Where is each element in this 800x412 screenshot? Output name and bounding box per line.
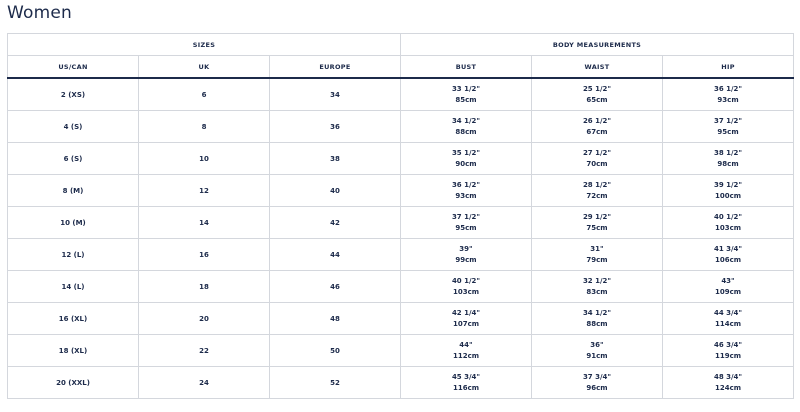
cell-us-can: 4 (S) [8,111,139,143]
cell-europe: 46 [270,271,401,303]
cell-uk: 14 [139,207,270,239]
hip-inches: 46 3/4" [713,340,743,349]
cell-uk: 24 [139,367,270,399]
waist-inches: 27 1/2" [582,148,612,157]
bust-inches: 35 1/2" [451,148,481,157]
cell-hip [663,78,794,111]
cell-europe: 36 [270,111,401,143]
cell-hip [663,271,794,303]
column-header-hip: HIP [663,56,794,79]
hip-inches: 38 1/2" [713,148,743,157]
cell-hip [663,207,794,239]
waist-inches: 26 1/2" [582,116,612,125]
cell-hip [663,335,794,367]
size-chart-table [7,33,794,399]
bust-inches: 34 1/2" [451,116,481,125]
hip-inches: 37 1/2" [713,116,743,125]
cell-us-can: 2 (XS) [8,78,139,111]
cell-waist [532,78,663,111]
bust-centimeters: 116cm [452,383,480,392]
table-row [8,335,794,367]
cell-europe: 42 [270,207,401,239]
table-row [8,367,794,399]
cell-hip [663,239,794,271]
table-row [8,143,794,175]
cell-bust [401,175,532,207]
cell-us-can: 8 (M) [8,175,139,207]
cell-us-can: 10 (M) [8,207,139,239]
cell-us-can: 6 (S) [8,143,139,175]
cell-hip [663,303,794,335]
column-header-row [8,56,794,79]
bust-inches: 37 1/2" [451,212,481,221]
hip-centimeters: 109cm [714,287,742,296]
bust-centimeters: 90cm [455,159,477,168]
cell-us-can: 16 (XL) [8,303,139,335]
waist-inches: 31" [590,244,604,253]
column-header-bust: BUST [401,56,532,79]
waist-inches: 25 1/2" [582,84,612,93]
table-row [8,175,794,207]
cell-hip [663,367,794,399]
waist-centimeters: 75cm [586,223,608,232]
cell-hip [663,175,794,207]
waist-centimeters: 96cm [586,383,608,392]
hip-centimeters: 103cm [714,223,742,232]
waist-centimeters: 79cm [586,255,608,264]
bust-inches: 40 1/2" [451,276,481,285]
cell-europe: 34 [270,78,401,111]
cell-uk: 22 [139,335,270,367]
cell-uk: 8 [139,111,270,143]
table-row [8,111,794,143]
bust-inches: 42 1/4" [451,308,481,317]
cell-bust [401,111,532,143]
waist-inches: 36" [590,340,604,349]
hip-centimeters: 98cm [717,159,739,168]
column-header-uk: UK [139,56,270,79]
waist-inches: 28 1/2" [582,180,612,189]
cell-uk: 20 [139,303,270,335]
hip-inches: 44 3/4" [713,308,743,317]
bust-centimeters: 85cm [455,95,477,104]
table-row [8,239,794,271]
cell-bust [401,207,532,239]
bust-inches: 39" [459,244,473,253]
table-body [8,78,794,399]
hip-inches: 39 1/2" [713,180,743,189]
cell-europe: 50 [270,335,401,367]
waist-centimeters: 67cm [586,127,608,136]
cell-bust [401,303,532,335]
cell-waist [532,207,663,239]
hip-inches: 36 1/2" [713,84,743,93]
bust-inches: 33 1/2" [451,84,481,93]
cell-europe: 52 [270,367,401,399]
column-header-us-can: US/CAN [8,56,139,79]
cell-uk: 12 [139,175,270,207]
cell-us-can: 12 (L) [8,239,139,271]
bust-centimeters: 107cm [452,319,480,328]
bust-inches: 45 3/4" [451,372,481,381]
bust-centimeters: 93cm [455,191,477,200]
waist-inches: 37 3/4" [582,372,612,381]
waist-centimeters: 88cm [586,319,608,328]
cell-waist [532,239,663,271]
waist-centimeters: 70cm [586,159,608,168]
waist-inches: 29 1/2" [582,212,612,221]
column-header-waist: WAIST [532,56,663,79]
cell-bust [401,78,532,111]
cell-waist [532,367,663,399]
bust-centimeters: 103cm [452,287,480,296]
cell-europe: 44 [270,239,401,271]
waist-inches: 32 1/2" [582,276,612,285]
group-header-row [8,34,794,56]
hip-centimeters: 93cm [717,95,739,104]
waist-centimeters: 83cm [586,287,608,296]
cell-europe: 38 [270,143,401,175]
cell-uk: 16 [139,239,270,271]
waist-inches: 34 1/2" [582,308,612,317]
cell-uk: 10 [139,143,270,175]
hip-inches: 48 3/4" [713,372,743,381]
cell-us-can: 20 (XXL) [8,367,139,399]
cell-uk: 18 [139,271,270,303]
cell-hip [663,143,794,175]
cell-bust [401,335,532,367]
table-row [8,271,794,303]
bust-centimeters: 95cm [455,223,477,232]
cell-europe: 40 [270,175,401,207]
cell-us-can: 14 (L) [8,271,139,303]
waist-centimeters: 72cm [586,191,608,200]
bust-centimeters: 99cm [455,255,477,264]
hip-inches: 41 3/4" [713,244,743,253]
table-row [8,207,794,239]
group-header-sizes: SIZES [8,34,401,56]
cell-europe: 48 [270,303,401,335]
cell-bust [401,271,532,303]
hip-inches: 40 1/2" [713,212,743,221]
bust-centimeters: 112cm [452,351,480,360]
cell-waist [532,143,663,175]
hip-centimeters: 124cm [714,383,742,392]
cell-waist [532,271,663,303]
cell-waist [532,111,663,143]
cell-waist [532,335,663,367]
bust-inches: 36 1/2" [451,180,481,189]
cell-bust [401,239,532,271]
hip-inches: 43" [721,276,735,285]
bust-centimeters: 88cm [455,127,477,136]
bust-inches: 44" [459,340,473,349]
hip-centimeters: 100cm [714,191,742,200]
column-header-europe: EUROPE [270,56,401,79]
cell-bust [401,143,532,175]
hip-centimeters: 95cm [717,127,739,136]
table-row [8,78,794,111]
cell-waist [532,175,663,207]
waist-centimeters: 65cm [586,95,608,104]
hip-centimeters: 114cm [714,319,742,328]
hip-centimeters: 119cm [714,351,742,360]
cell-bust [401,367,532,399]
page-title: Women [7,3,73,23]
hip-centimeters: 106cm [714,255,742,264]
table-row [8,303,794,335]
group-header-body-measurements: BODY MEASUREMENTS [401,34,794,56]
cell-us-can: 18 (XL) [8,335,139,367]
cell-uk: 6 [139,78,270,111]
cell-hip [663,111,794,143]
cell-waist [532,303,663,335]
waist-centimeters: 91cm [586,351,608,360]
